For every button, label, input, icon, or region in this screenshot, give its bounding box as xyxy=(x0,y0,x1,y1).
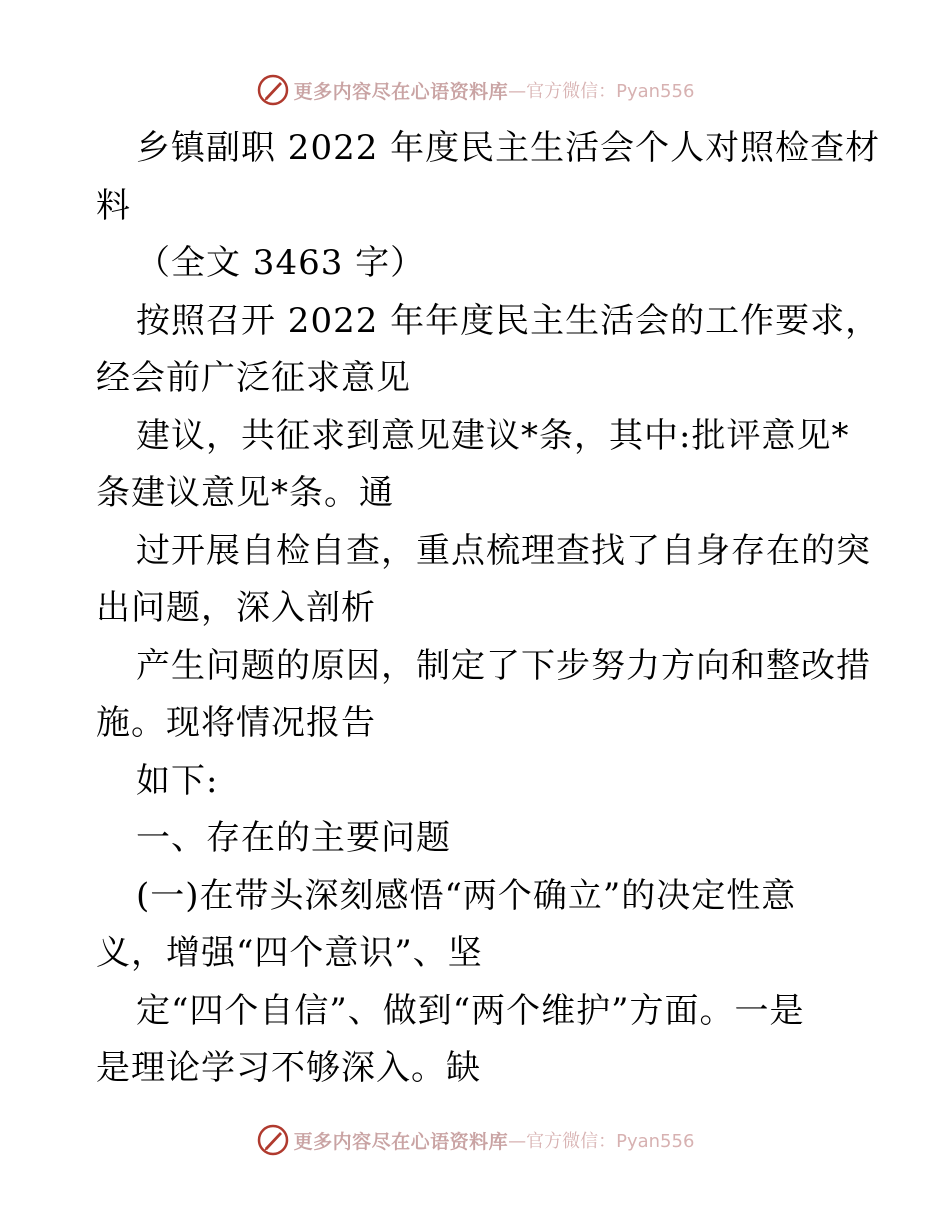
quill-pen-seal-icon xyxy=(256,73,290,107)
body-line: 定“四个自信”、做到“两个维护”方面。一是 xyxy=(136,990,805,1031)
watermark-wechat-text: —官方微信：Pyan556 xyxy=(508,1131,695,1152)
body-line: 施。现将情况报告 xyxy=(96,703,376,743)
body-line: 按照召开 2022 年年度民主生活会的工作要求， xyxy=(136,300,881,341)
footer-watermark xyxy=(0,1120,950,1160)
watermark-site-text: 更多内容尽在心语资料库 xyxy=(293,80,509,103)
document-title-line-2: 料 xyxy=(96,185,131,226)
body-line: 条建议意见*条。通 xyxy=(96,473,394,513)
body-line: 是理论学习不够深入。缺 xyxy=(96,1048,481,1088)
body-line: 经会前广泛征求意见 xyxy=(96,358,411,398)
body-line: 义，增强“四个意识”、坚 xyxy=(96,933,483,973)
document-body xyxy=(96,120,881,1098)
body-line: 产生问题的原因，制定了下步努力方向和整改措 xyxy=(136,645,871,686)
quill-pen-seal-icon xyxy=(256,1123,290,1157)
watermark-wechat-text: —官方微信：Pyan556 xyxy=(508,81,695,102)
section-heading: 一、存在的主要问题 xyxy=(136,818,451,858)
body-line: 如下: xyxy=(136,760,219,801)
watermark-site-text: 更多内容尽在心语资料库 xyxy=(293,1130,509,1153)
subsection-heading: (一)在带头深刻感悟“两个确立”的决定性意 xyxy=(136,875,797,916)
body-line: 建议，共征求到意见建议*条，其中:批评意见* xyxy=(136,415,850,456)
body-line: 出问题，深入剖析 xyxy=(96,588,376,628)
body-line: 过开展自检自查，重点梳理查找了自身存在的突 xyxy=(136,530,871,571)
header-watermark xyxy=(0,70,950,110)
document-title-line-1: 乡镇副职 2022 年度民主生活会个人对照检查材 xyxy=(136,128,881,168)
word-count: （全文 3463 字） xyxy=(136,243,426,283)
